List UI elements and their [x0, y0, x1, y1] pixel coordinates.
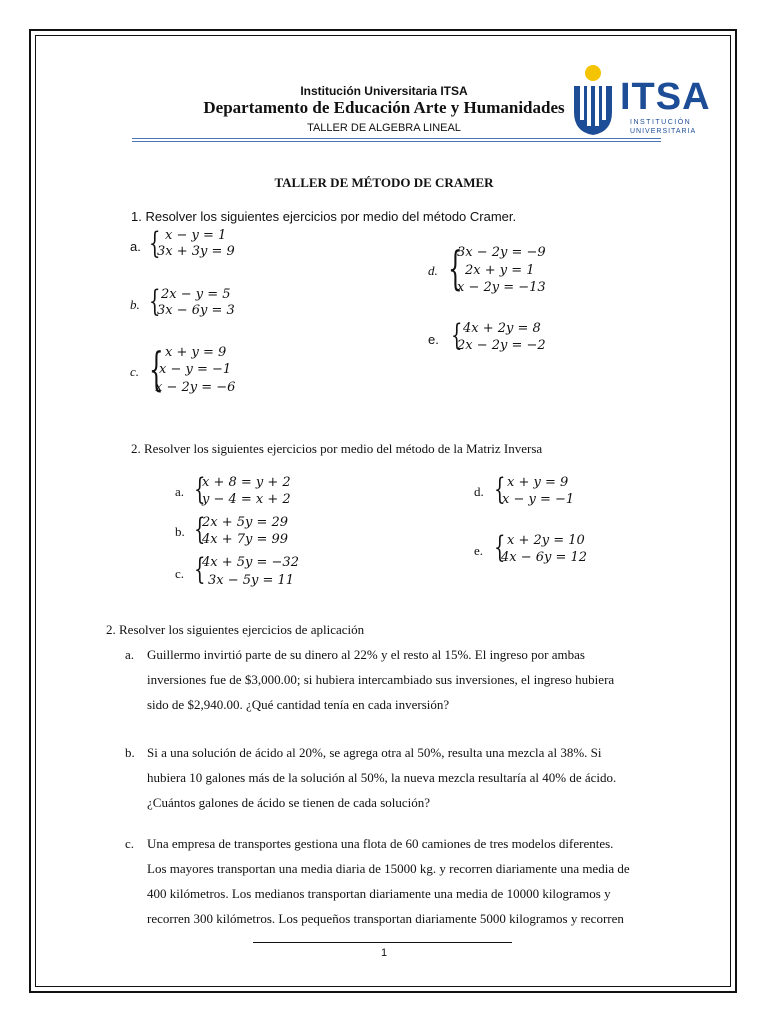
text-line: sido de $2,940.00. ¿Qué cantidad tenía en cada inversión? — [147, 697, 450, 712]
equation-line: 2x − y = 5 — [161, 287, 231, 302]
problem-text — [147, 642, 614, 717]
equation-line: 4x − 6y = 12 — [501, 550, 588, 565]
brace-icon: { — [194, 512, 206, 547]
logo-subtitle-2: UNIVERSITARIA — [630, 128, 697, 135]
equation-line: y − 4 = x + 2 — [202, 492, 291, 507]
course-name: TALLER DE ALGEBRA LINEAL — [307, 122, 461, 134]
text-line: Guillermo invirtió parte de su dinero al 22% y el resto al 15%. El ingreso por ambas — [147, 647, 585, 662]
section3-heading: 2. Resolver los siguientes ejercicios de aplicación — [106, 622, 365, 637]
item-label: e. — [428, 332, 439, 347]
equation-line: 3x − 6y = 3 — [157, 303, 235, 318]
equation-line: 2x − 2y = −2 — [457, 338, 546, 353]
text-line: recorren 300 kilómetros. Los pequeños transportan diariamente 5000 kilogramos y recorren — [147, 911, 624, 926]
equation-line: 3x − 5y = 11 — [208, 573, 295, 588]
brace-icon: { — [149, 342, 164, 396]
equation-line: x − 2y = −6 — [155, 380, 236, 395]
text-line: 400 kilómetros. Los medianos transportan diariamente una media de 10000 kilogramos y — [147, 886, 611, 901]
institution-name: Institución Universitaria ITSA — [300, 84, 468, 98]
equation-line: x − y = −1 — [502, 492, 575, 507]
text-line: hubiera 10 galones más de la solución al 50%, la nueva mezcla resultaría al 40% de ácido. — [147, 770, 617, 785]
brace-icon: { — [494, 472, 506, 507]
item-label: d. — [428, 263, 438, 278]
brace-icon: { — [194, 472, 206, 507]
item-label: a. — [125, 647, 135, 662]
item-label: a. — [130, 239, 141, 254]
section2-heading: 2. Resolver los siguientes ejercicios por medio del método de la Matriz Inversa — [131, 441, 543, 456]
item-label: b. — [125, 745, 135, 760]
item-label: b. — [130, 297, 140, 312]
brace-icon: { — [149, 226, 161, 261]
equation-line: 4x + 2y = 8 — [463, 321, 541, 336]
item-label: c. — [130, 364, 140, 379]
item-label: d. — [474, 484, 484, 499]
equation-line: 3x − 2y = −9 — [457, 245, 546, 260]
text-line: Los mayores transportan una media diaria de 15000 kg. y recorren diariamente una media de — [147, 861, 630, 876]
logo-text: ITSA — [620, 76, 711, 118]
brace-icon: { — [194, 552, 206, 587]
equation-line: x + 2y = 10 — [507, 533, 585, 548]
equation-line: x + y = 9 — [507, 475, 569, 490]
text-line: inversiones fue de $3,000.00; si hubiera intercambiado sus inversiones, el ingreso hubiera — [147, 672, 615, 687]
text-line: ¿Cuántos galones de ácido se tienen de cada solución? — [147, 795, 431, 810]
equation-line: x − 2y = −13 — [457, 280, 546, 295]
brace-icon: { — [494, 530, 506, 565]
equation-line: 2x + y = 1 — [465, 263, 535, 278]
item-label: c. — [175, 566, 185, 581]
department-name: Departamento de Educación Arte y Humanidades — [203, 98, 565, 117]
brace-icon: { — [451, 318, 463, 353]
itsa-logo — [570, 64, 710, 142]
item-label: c. — [125, 836, 135, 851]
equation-line: 4x + 5y = −32 — [202, 555, 299, 570]
page-number: 1 — [380, 947, 388, 959]
section1-heading: 1. Resolver los siguientes ejercicios por medio del método Cramer. — [131, 209, 517, 224]
equation-line: x + y = 9 — [165, 345, 227, 360]
worksheet-title: TALLER DE MÉTODO DE CRAMER — [274, 175, 494, 190]
text-line: Una empresa de transportes gestiona una flota de 60 camiones de tres modelos diferentes. — [147, 836, 614, 851]
equation-line: x − y = −1 — [159, 362, 232, 377]
item-label: b. — [175, 524, 185, 539]
logo-subtitle-1: INSTITUCIÓN — [630, 119, 692, 126]
equation-line: x − y = 1 — [165, 228, 227, 243]
footer-rule — [253, 942, 512, 943]
problem-text — [147, 740, 616, 815]
equation-line: 2x + 5y = 29 — [202, 515, 289, 530]
item-label: e. — [474, 543, 484, 558]
equation-line: 4x + 7y = 99 — [202, 532, 289, 547]
equation-line: x + 8 = y + 2 — [202, 475, 291, 490]
item-label: a. — [175, 484, 185, 499]
equation-line: 3x + 3y = 9 — [157, 244, 235, 259]
problem-text — [147, 831, 630, 931]
brace-icon: { — [149, 284, 161, 319]
text-line: Si a una solución de ácido al 20%, se agrega otra al 50%, resulta una mezcla al 38%. Si — [147, 745, 602, 760]
brace-icon: { — [448, 241, 463, 295]
